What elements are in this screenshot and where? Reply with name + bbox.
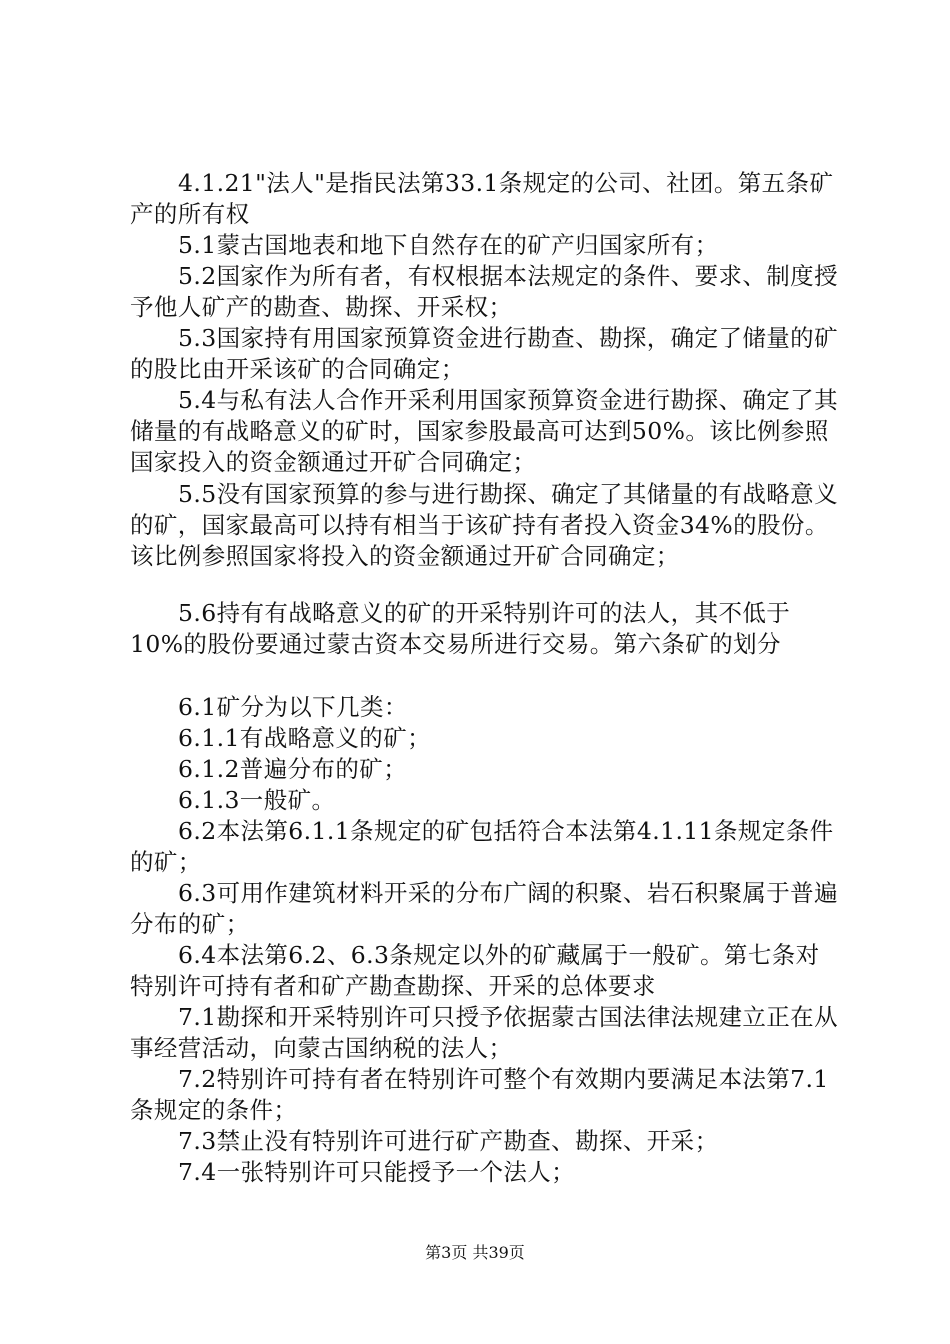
- paragraph-7-2: 7.2特别许可持有者在特别许可整个有效期内要满足本法第7.1条规定的条件；: [130, 1065, 829, 1124]
- paragraph-4-1-21: 4.1.21"法人"是指民法第33.1条规定的公司、社团。第五条矿产的所有权: [130, 169, 834, 228]
- paragraph-6-2: 6.2本法第6.1.1条规定的矿包括符合本法第4.1.11条规定条件的矿；: [130, 817, 834, 876]
- paragraph-6-3: 6.3可用作建筑材料开采的分布广阔的积聚、岩石积聚属于普遍分布的矿；: [130, 879, 838, 938]
- paragraph-5-4: 5.4与私有法人合作开采利用国家预算资金进行勘探、确定了其储量的有战略意义的矿时，国家参股最高可达到50%。该比例参照国家投入的资金额通过开矿合同确定；: [130, 386, 838, 476]
- paragraph-7-4: 7.4一张特别许可只能授予一个法人；: [178, 1158, 576, 1186]
- paragraph-6-1-1: 6.1.1有战略意义的矿；: [178, 724, 431, 752]
- paragraph-6-4: 6.4本法第6.2、6.3条规定以外的矿藏属于一般矿。第七条对特别许可持有者和矿产勘查勘探、开采的总体要求: [130, 941, 820, 1000]
- paragraph-6-1: 6.1矿分为以下几类：: [178, 693, 408, 721]
- paragraph-5-1: 5.1蒙古国地表和地下自然存在的矿产归国家所有；: [178, 231, 719, 259]
- paragraph-6-1-2: 6.1.2普遍分布的矿；: [178, 755, 408, 783]
- paragraph-5-3: 5.3国家持有用国家预算资金进行勘查、勘探，确定了储量的矿的股比由开采该矿的合同确定；: [130, 324, 838, 383]
- paragraph-5-2: 5.2国家作为所有者，有权根据本法规定的条件、要求、制度授予他人矿产的勘查、勘探、开采权；: [130, 262, 838, 321]
- paragraph-5-6: 5.6持有有战略意义的矿的开采特别许可的法人，其不低于10%的股份要通过蒙古资本交易所进行交易。第六条矿的划分: [130, 599, 791, 658]
- paragraph-5-5: 5.5没有国家预算的参与进行勘探、确定了其储量的有战略意义的矿，国家最高可以持有相当于该矿持有者投入资金34%的股份。该比例参照国家将投入的资金额通过开矿合同确定；: [130, 480, 838, 570]
- page-footer: 第3页 共39页: [425, 1243, 525, 1262]
- paragraph-7-1: 7.1勘探和开采特别许可只授予依据蒙古国法律法规建立正在从事经营活动，向蒙古国纳税的法人；: [130, 1003, 838, 1062]
- paragraph-7-3: 7.3禁止没有特别许可进行矿产勘查、勘探、开采；: [178, 1127, 719, 1155]
- paragraph-6-1-3: 6.1.3一般矿。: [178, 786, 336, 814]
